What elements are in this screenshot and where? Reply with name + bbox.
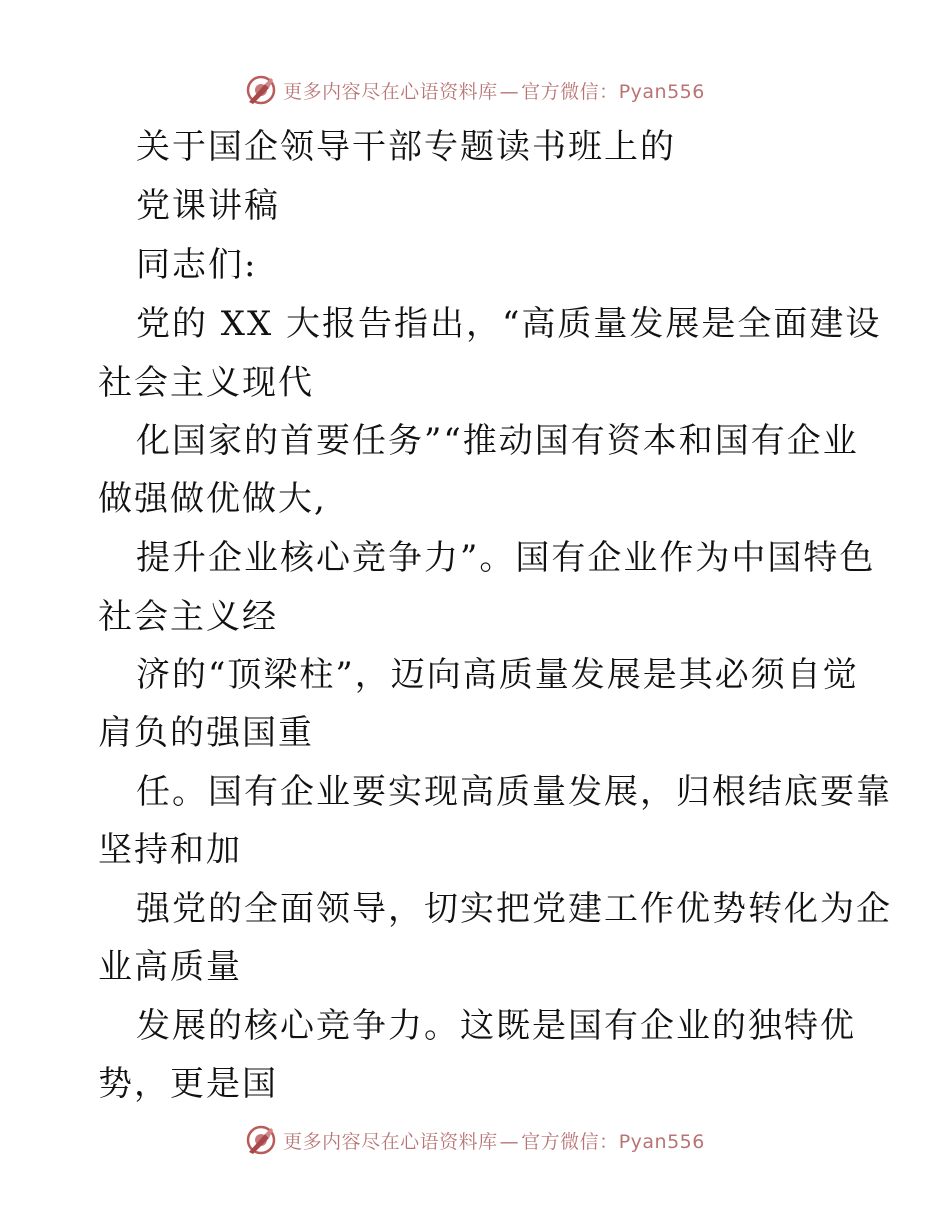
salutation: 同志们: (136, 245, 258, 285)
watermark-header (0, 70, 950, 110)
title-line-2: 党课讲稿 (136, 186, 280, 226)
pen-logo-icon (245, 74, 277, 106)
paragraph-line: 肩负的强国重 (98, 713, 314, 753)
paragraph-line: 社会主义经 (98, 597, 278, 637)
watermark-text: 更多内容尽在心语资料库 — 官方微信：Pyan556 (283, 80, 705, 103)
paragraph-line: 做强做优做大, (98, 479, 327, 519)
title-line-1: 关于国企领导干部专题读书班上的 (136, 127, 676, 167)
paragraph-line: 业高质量 (98, 947, 242, 987)
paragraph-line: 发展的核心竞争力。这既是国有企业的独特优 (136, 1006, 856, 1046)
paragraph-line: 势，更是国 (98, 1064, 278, 1104)
paragraph-line: 社会主义现代 (98, 363, 314, 403)
pen-logo-icon (245, 1124, 277, 1156)
paragraph-line: 提升企业核心竞争力”。国有企业作为中国特色 (136, 538, 876, 578)
paragraph-line: 强党的全面领导，切实把党建工作优势转化为企 (136, 889, 892, 929)
watermark-text: 更多内容尽在心语资料库 — 官方微信：Pyan556 (283, 1130, 705, 1153)
paragraph-line: 化国家的首要任务”“推动国有资本和国有企业 (136, 421, 859, 461)
paragraph-line: 党的 XX 大报告指出，“高质量发展是全面建设 (136, 304, 882, 344)
paragraph-line: 济的“顶梁柱”，迈向高质量发展是其必须自觉 (136, 655, 859, 695)
paragraph-line: 任。国有企业要实现高质量发展，归根结底要靠 (136, 772, 892, 812)
watermark-footer (0, 1120, 950, 1160)
paragraph-line: 坚持和加 (98, 830, 242, 870)
